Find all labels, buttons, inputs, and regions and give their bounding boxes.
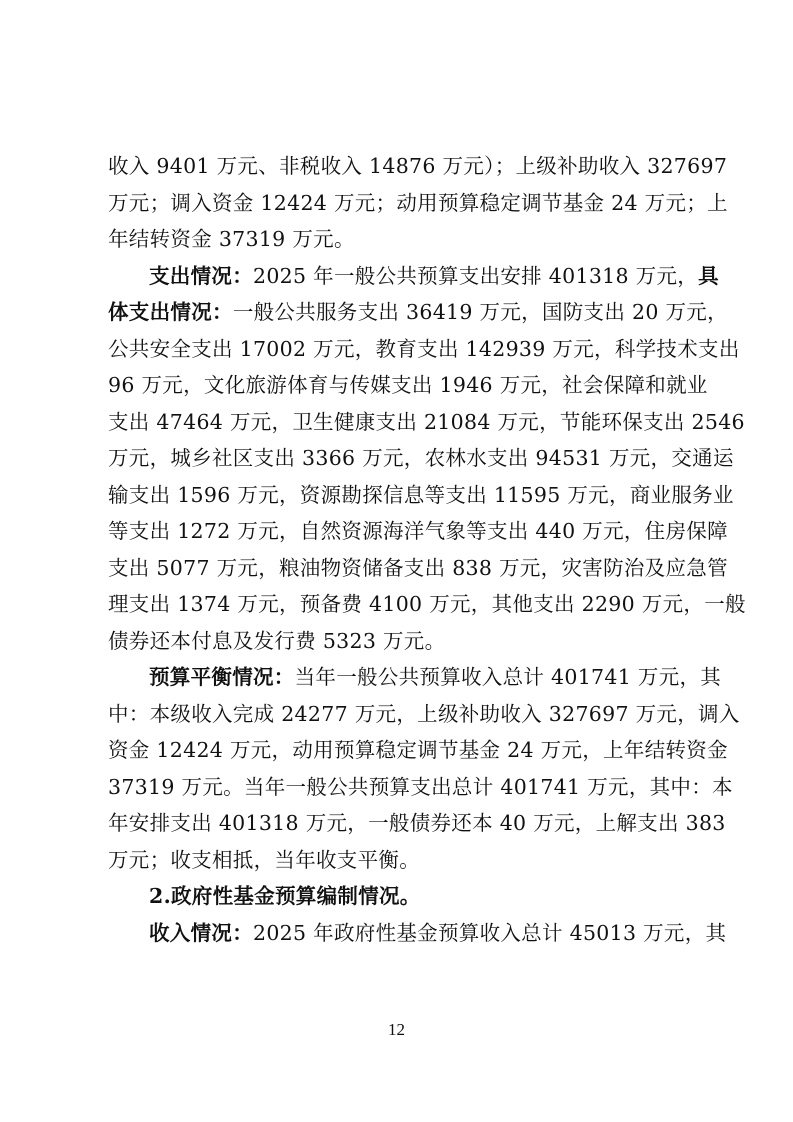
text-line: 资金 12424 万元，动用预算稳定调节基金 24 万元，上年结转资金 (108, 738, 728, 762)
text-line: 中：本级收入完成 24277 万元，上级补助收入 327697 万元，调入 (108, 701, 740, 726)
page-number: 12 (388, 1020, 405, 1039)
text-line: 理支出 1374 万元，预备费 4100 万元，其他支出 2290 万元，一般 (108, 592, 746, 616)
text-run: 当年一般公共预算收入总计 401741 万元，其 (294, 665, 722, 689)
text-line (108, 915, 727, 952)
text-line: 输支出 1596 万元，资源勘探信息等支出 11595 万元，商业服务业 (108, 482, 734, 507)
text-line (108, 294, 728, 331)
text-run: 2025 年政府性基金预算收入总计 45013 万元，其 (253, 920, 727, 945)
text-run-bold: 具 (698, 263, 719, 288)
budget-balance-heading: 预算平衡情况： (149, 665, 295, 689)
text-line: 收入 9401 万元、非税收入 14876 万元）；上级补助收入 327697 (108, 154, 728, 178)
text-line: 37319 万元。当年一般公共预算支出总计 401741 万元，其中：本 (108, 774, 733, 799)
section-heading: 2.政府性基金预算编制情况。 (149, 884, 421, 908)
text-line: 债券还本付息及发行费 5323 万元。 (108, 628, 446, 653)
text-run: 2025 年一般公共预算支出安排 401318 万元， (253, 263, 699, 288)
paragraph-expenditure (108, 258, 746, 660)
text-line: 年结转资金 37319 万元。 (108, 227, 355, 251)
paragraph-fund-revenue (108, 915, 727, 952)
expenditure-heading: 支出情况： (149, 263, 253, 288)
expenditure-detail-heading: 体支出情况： (108, 300, 233, 324)
text-line: 万元；收支相抵，当年收支平衡。 (108, 847, 420, 872)
text-line (108, 258, 719, 295)
paragraph-budget-balance (108, 659, 740, 878)
section-heading-government-fund (108, 878, 703, 915)
text-line: 等支出 1272 万元，自然资源海洋气象等支出 440 万元，住房保障 (108, 519, 728, 543)
text-line: 万元，城乡社区支出 3366 万元，农林水支出 94531 万元，交通运 (108, 446, 734, 470)
text-line: 支出 47464 万元，卫生健康支出 21084 万元，节能环保支出 2546 (108, 409, 745, 434)
text-line (108, 659, 722, 696)
text-line: 年安排支出 401318 万元，一般债券还本 40 万元，上解支出 383 (108, 811, 726, 835)
text-run: 一般公共服务支出 36419 万元，国防支出 20 万元， (232, 300, 728, 324)
fund-revenue-heading: 收入情况： (149, 920, 253, 945)
document-body (108, 148, 746, 951)
text-line: 96 万元，文化旅游体育与传媒支出 1946 万元，社会保障和就业 (108, 373, 708, 397)
text-line: 公共安全支出 17002 万元，教育支出 142939 万元，科学技术支出 (108, 336, 740, 361)
text-line: 支出 5077 万元，粮油物资储备支出 838 万元，灾害防治及应急管 (108, 555, 728, 580)
paragraph-revenue-continued (108, 148, 728, 258)
text-line: 万元；调入资金 12424 万元；动用预算稳定调节基金 24 万元；上 (108, 190, 728, 215)
